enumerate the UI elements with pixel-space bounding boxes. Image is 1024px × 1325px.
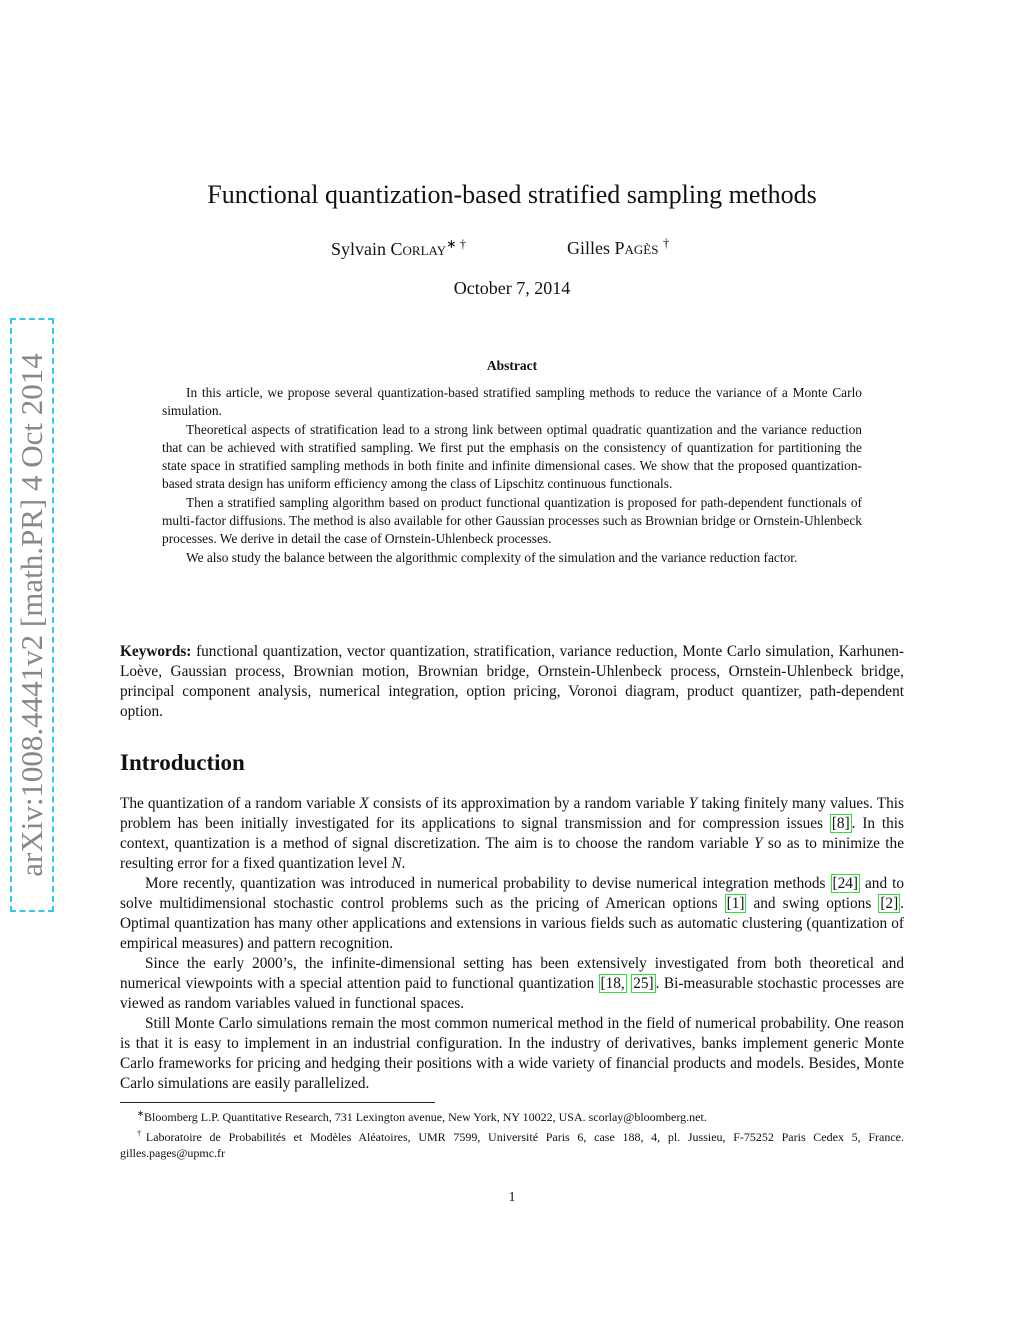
text-run: and swing options	[746, 895, 879, 912]
author-corlay	[331, 236, 466, 260]
intro-paragraph-1	[120, 794, 904, 874]
text-run: and to solve multidimensional stochastic control problems such as the pricing of American options	[120, 875, 904, 912]
math-variable: Y	[688, 795, 698, 812]
text-run: More recently, quantization was introduced in numerical probability to devise numerical integration methods	[145, 875, 831, 892]
text-run: .	[401, 855, 406, 872]
author-affiliation-marks: †	[662, 236, 670, 250]
abstract-paragraph: Then a stratified sampling algorithm based on product functional quantization is proposed for path-dependent functionals of multi-factor diffusions. The method is also available for other Gaussian processes such as Brownian bridge or Ornstein-Uhlenbeck processes. We derive in detail the case of Ornstein-Uhlenbeck processes.	[162, 494, 862, 547]
text-run: so as to minimize the resulting error for a fixed quantization level	[120, 835, 904, 872]
author-last-name: Corlay	[390, 239, 447, 259]
intro-paragraph-4: Still Monte Carlo simulations remain the most common numerical method in the field of numerical probability. One reason is that it is easy to implement in an industrial configuration. In the industry of derivatives, banks implement generic Monte Carlo frameworks for pricing and hedging their positions with a wide variety of financial products and models. Besides, Monte Carlo simulations are easily parallelized.	[120, 1015, 904, 1092]
section-heading-introduction: Introduction	[120, 750, 245, 775]
author-pages	[567, 236, 669, 259]
footnote	[120, 1106, 904, 1126]
text-run: . Optimal quantization has many other applications and extensions in various fields such as automatic clustering (quantization of empirical measures) and pattern recognition.	[120, 895, 904, 952]
text-run: The quantization of a random variable	[120, 795, 360, 812]
keywords-text: functional quantization, vector quantization, stratification, variance reduction, Monte Carlo simulation, Karhunen-Loève, Gaussian process, Brownian motion, Brownian bridge, Ornstein-Uhlenbeck process, Ornstein-Uhlenbeck bridge, principal component analysis, numerical integration, option pricing, Voronoi diagram, product quantizer, path-dependent option.	[120, 643, 905, 720]
abstract-body	[162, 384, 862, 567]
publication-date: October 7, 2014	[453, 278, 571, 298]
author-first-name: Gilles	[567, 238, 610, 258]
footnote-text: Laboratoire de Probabilités et Modèles Aléatoires, UMR 7599, Université Paris 6, case 188, 4, pl. Jussieu, F-75252 Paris Cedex 5, France. gilles.pages@upmc.fr	[120, 1129, 905, 1160]
citation-link[interactable]: 25]	[633, 975, 654, 992]
paper-title: Functional quantization-based stratified sampling methods	[207, 180, 817, 209]
abstract-paragraph: We also study the balance between the algorithmic complexity of the simulation and the variance reduction factor.	[186, 549, 798, 565]
keywords	[120, 642, 904, 722]
citation-link[interactable]: [1]	[726, 895, 745, 912]
text-run: . Bi-measurable stochastic processes are viewed as random variables valued in functional spaces.	[120, 975, 905, 1012]
math-variable: Y	[754, 835, 763, 852]
page-number: 1	[508, 1190, 516, 1205]
author-first-name: Sylvain	[331, 239, 387, 259]
citation-link[interactable]: [18,	[600, 975, 625, 992]
abstract-paragraph: Theoretical aspects of stratification lead to a strong link between optimal quadratic quantization and the variance reduction that can be achieved with stratified sampling. We first put the emphasis on the consistency of quantization for partitioning the state space in stratified sampling methods in both finite and infinite dimensional cases. We show that the proposed quantization-based strata design has uniform efficiency among the class of Lipschitz continuous functionals.	[162, 421, 862, 492]
abstract-paragraph: In this article, we propose several quantization-based stratified sampling methods to reduce the variance of a Monte Carlo simulation.	[162, 385, 862, 419]
footnotes	[120, 1106, 904, 1162]
footnote-text: Bloomberg L.P. Quantitative Research, 731 Lexington avenue, New York, NY 10022, USA. scorlay@bloomberg.net.	[144, 1110, 707, 1124]
text-run: consists of its approximation by a random variable	[368, 795, 689, 812]
text-run: Since the early 2000’s, the infinite-dimensional setting has been extensively investigated from both theoretical and numerical viewpoints with a special attention paid to functional quantization	[120, 955, 904, 992]
text-run: taking finitely many values. This problem has been initially investigated for its applications to signal transmission and for compression issues	[120, 795, 905, 832]
introduction-body	[120, 794, 904, 1094]
keywords-label: Keywords:	[120, 643, 192, 660]
author-affiliation-marks: ∗ †	[446, 237, 467, 251]
arxiv-identifier: arXiv:1008.4441v2 [math.PR] 4 Oct 2014	[14, 353, 49, 877]
citation-link[interactable]: [8]	[831, 815, 850, 832]
math-variable: N	[391, 855, 402, 872]
intro-paragraph-3	[120, 954, 904, 1014]
footnote-mark: †	[137, 1128, 146, 1138]
text-run: . In this context, quantization is a method of signal discretization. The aim is to choose the random variable	[120, 815, 904, 852]
citation-link[interactable]: [24]	[832, 875, 858, 892]
footnote-mark: ∗	[137, 1109, 145, 1118]
math-variable: X	[359, 795, 369, 812]
footnote-divider	[120, 1102, 435, 1103]
abstract-heading: Abstract	[486, 358, 538, 373]
author-last-name: Pagès	[614, 238, 659, 258]
footnote	[120, 1126, 904, 1162]
intro-paragraph-2	[120, 874, 904, 954]
citation-link[interactable]: [2]	[880, 895, 899, 912]
arxiv-identifier-stamp[interactable]	[10, 318, 54, 912]
